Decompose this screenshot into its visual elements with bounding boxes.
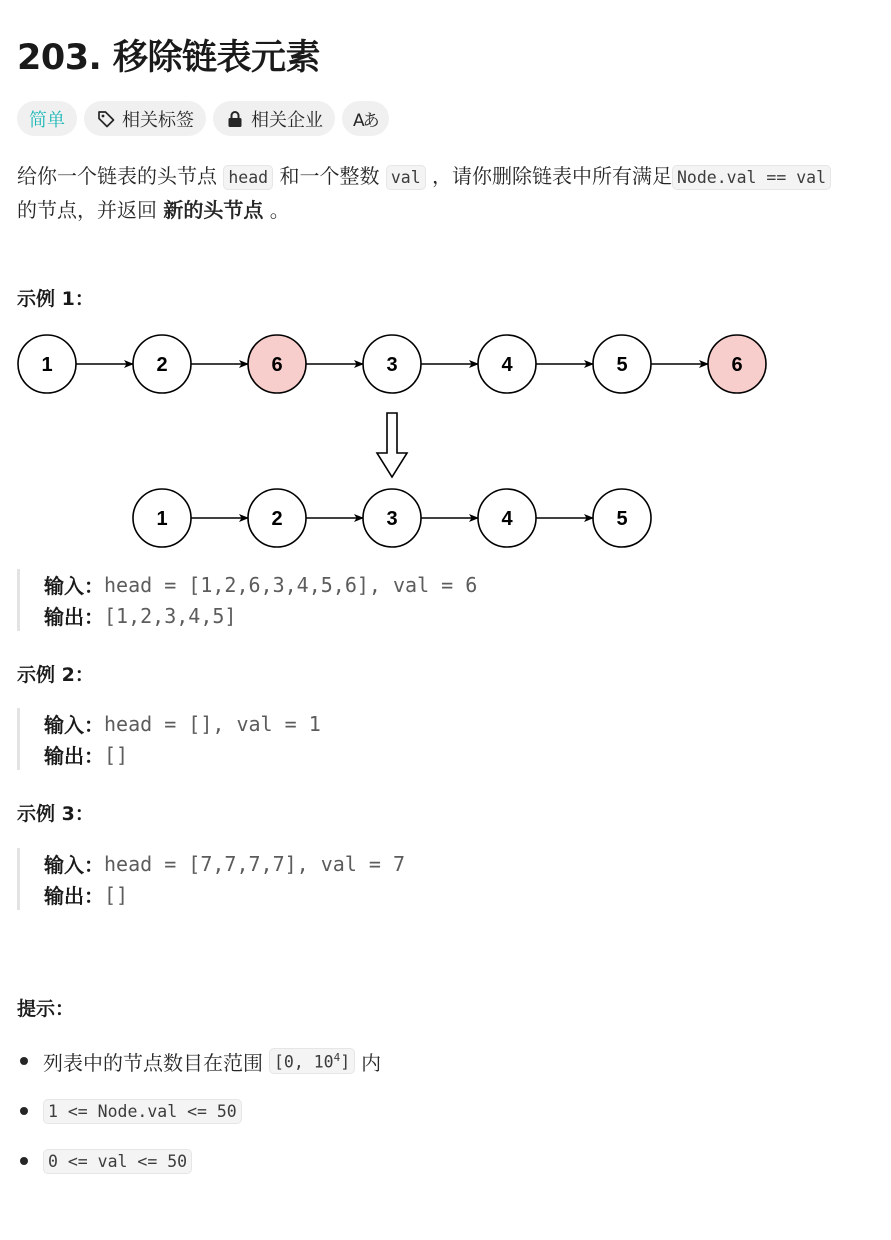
- linked-list-diagram: [17, 330, 777, 552]
- example-1-block: [17, 569, 877, 631]
- before-node-label-1: 2: [156, 354, 168, 376]
- tag-icon: [96, 109, 116, 129]
- before-node-label-6: 6: [731, 354, 743, 376]
- bullet-icon: [20, 1057, 28, 1065]
- input-value: head = [], val = 1: [104, 711, 321, 736]
- before-node-label-4: 4: [501, 354, 513, 376]
- code-val-range: 0 <= val <= 50: [43, 1149, 192, 1174]
- before-node-label-5: 5: [616, 354, 628, 376]
- related-companies-label: 相关企业: [251, 109, 323, 131]
- example-2-title: 示例 2：: [17, 664, 94, 686]
- translate-button[interactable]: [342, 101, 389, 136]
- input-value: head = [1,2,6,3,4,5,6], val = 6: [104, 572, 478, 597]
- example-1-title: 示例 1：: [17, 288, 94, 310]
- output-label: 输出：: [44, 884, 104, 908]
- constraints-title: 提示：: [17, 998, 75, 1020]
- bullet-icon: [20, 1107, 28, 1115]
- list-after: [133, 489, 651, 547]
- code-head: head: [223, 165, 273, 190]
- example-3-block: [17, 848, 877, 910]
- output-value: []: [104, 742, 129, 767]
- after-node-label-0: 1: [156, 508, 168, 530]
- down-arrow-icon: [377, 413, 407, 477]
- input-label: 输入：: [44, 853, 104, 877]
- list-before: [18, 335, 766, 393]
- after-node-label-3: 4: [501, 508, 513, 530]
- translate-icon: Aあ: [353, 111, 378, 131]
- before-node-label-2: 6: [271, 354, 283, 376]
- code-val: val: [386, 165, 426, 190]
- code-range: [0, $10^4$]: [269, 1048, 355, 1075]
- input-label: 输入：: [44, 574, 104, 598]
- problem-title: 203. 移除链表元素: [17, 38, 321, 78]
- after-node-label-4: 5: [616, 508, 628, 530]
- example-3-title: 示例 3：: [17, 803, 94, 825]
- related-tags-label: 相关标签: [122, 109, 194, 131]
- related-companies-button[interactable]: [213, 101, 335, 136]
- bold-new-head: 新的头节点: [163, 198, 264, 222]
- output-value: []: [104, 882, 129, 907]
- after-node-label-2: 3: [386, 508, 398, 530]
- after-node-label-1: 2: [271, 508, 283, 530]
- code-condition: Node.val == val: [672, 165, 831, 190]
- output-value: [1,2,3,4,5]: [104, 603, 237, 628]
- example-2-block: [17, 708, 877, 770]
- list-item: [17, 1145, 192, 1177]
- tag-bar: [17, 101, 389, 136]
- difficulty-badge[interactable]: 简单: [17, 101, 77, 136]
- before-node-label-0: 1: [41, 354, 53, 376]
- input-value: head = [7,7,7,7], val = 7: [104, 851, 406, 876]
- input-label: 输入：: [44, 713, 104, 737]
- problem-description: 给你一个链表的头节点 head 和一个整数 val ，请你删除链表中所有满足 Node.val == val 的节点，并返回 新的头节点 。: [17, 160, 887, 227]
- lock-icon: [225, 109, 245, 129]
- list-item: 列表中的节点数目在范围 [0, $10^4$] 内: [17, 1045, 381, 1077]
- before-node-label-3: 3: [386, 354, 398, 376]
- code-node-val-range: 1 <= Node.val <= 50: [43, 1099, 242, 1124]
- related-tags-button[interactable]: [84, 101, 206, 136]
- list-item: [17, 1095, 242, 1127]
- output-label: 输出：: [44, 744, 104, 768]
- bullet-icon: [20, 1157, 28, 1165]
- output-label: 输出：: [44, 605, 104, 629]
